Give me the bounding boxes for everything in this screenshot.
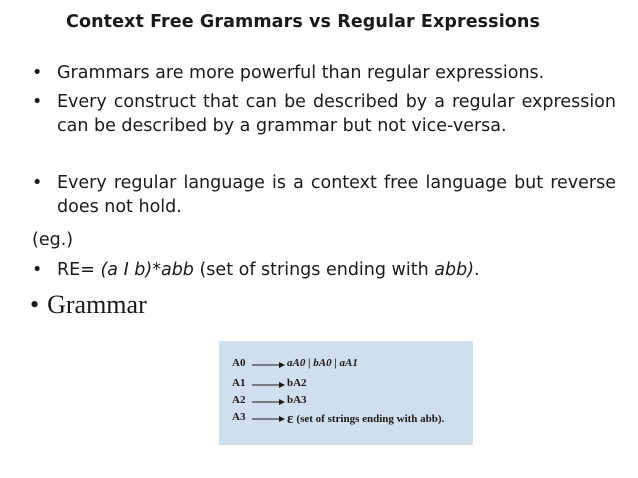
rule-rhs: bA3 — [287, 394, 307, 406]
re-suffix: abb) — [434, 260, 475, 280]
epsilon-symbol: ε — [287, 411, 294, 427]
arrow-right-icon — [252, 382, 285, 388]
bullet-dot: • — [32, 63, 43, 83]
arrow-right-icon — [252, 416, 285, 422]
example-label: (eg.) — [32, 230, 74, 250]
bullet-regular-expression — [32, 258, 616, 282]
bullet-text: Every regular language is a context free language but reverse does not hold. — [57, 173, 616, 217]
rule-rhs: bA2 — [287, 377, 307, 389]
re-prefix: RE= — [57, 260, 101, 280]
rule-lhs: A0 — [232, 357, 246, 369]
re-middle: (set of strings ending with — [193, 260, 435, 280]
rule-lhs: A1 — [232, 377, 246, 389]
bullet-regular-language — [32, 171, 616, 219]
grammar-rules-image — [219, 341, 473, 445]
rule-lhs: A2 — [232, 394, 246, 406]
bullet-every-construct — [32, 90, 616, 138]
bullet-dot: • — [32, 173, 43, 193]
re-regex: (a I b)*abb — [100, 260, 194, 280]
bullet-text: Every construct that can be described by a regular expression can be described by a grammar but not vice-versa. — [57, 92, 616, 136]
arrow-right-icon — [252, 399, 285, 405]
rule-rhs: (set of strings ending with abb). — [296, 413, 445, 425]
rule-rhs-wrap — [287, 411, 444, 428]
re-line — [57, 258, 616, 282]
bullet-dot: • — [32, 92, 43, 112]
arrow-right-icon — [252, 362, 285, 368]
grammar-label: Grammar — [47, 290, 147, 319]
re-end: . — [474, 260, 480, 280]
rule-lhs: A3 — [232, 411, 246, 423]
grammar-heading — [30, 290, 147, 320]
bullet-grammars-powerful — [32, 61, 616, 85]
rule-rhs: aA0 | bA0 | aA1 — [287, 357, 358, 369]
bullet-text: Grammars are more powerful than regular expressions. — [57, 63, 545, 83]
bullet-dot: • — [30, 290, 40, 319]
slide-title: Context Free Grammars vs Regular Expressions — [66, 12, 540, 32]
bullet-dot: • — [32, 260, 43, 280]
